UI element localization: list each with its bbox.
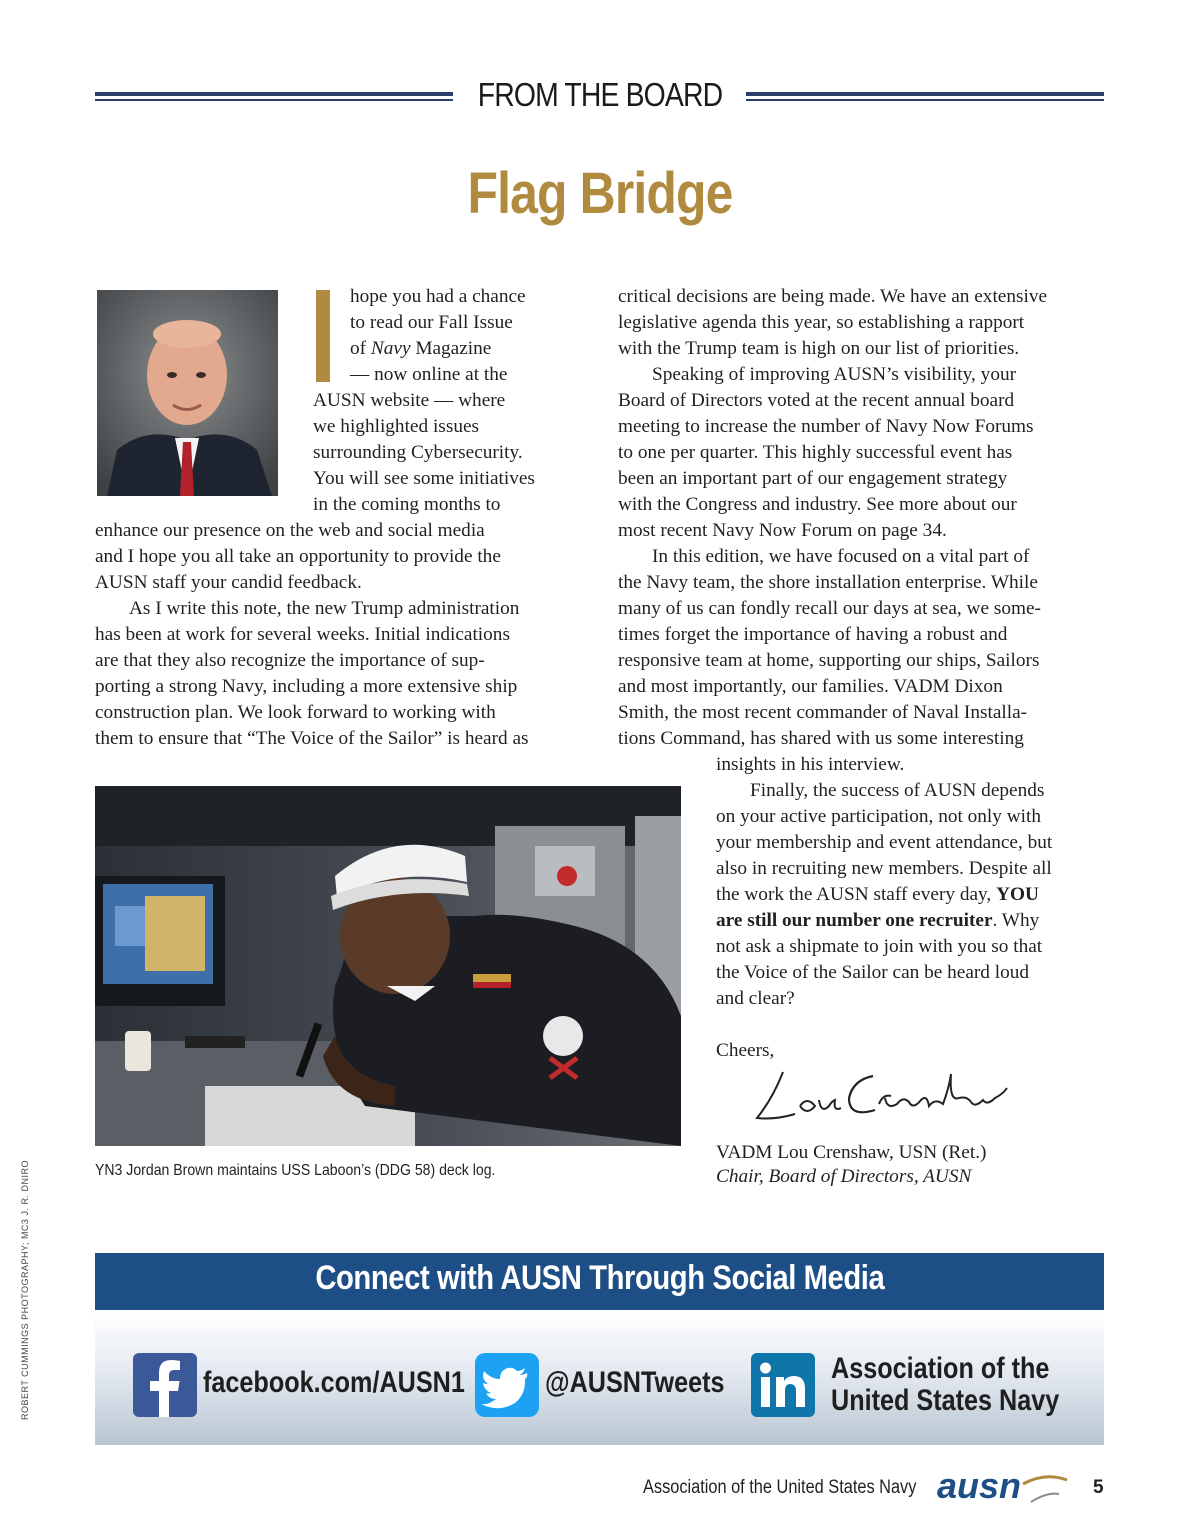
ausn-logo	[935, 1466, 1070, 1510]
text-line: surrounding Cybersecurity.	[313, 442, 523, 463]
text-line: are that they also recognize the importance of sup-	[95, 650, 485, 671]
text-line: them to ensure that “The Voice of the Sailor” is heard as	[95, 728, 529, 749]
text-line: most recent Navy Now Forum on page 34.	[618, 520, 947, 541]
text-fragment: . Why	[992, 910, 1040, 931]
portrait-illustration	[97, 290, 278, 496]
facebook-glyph	[133, 1353, 197, 1417]
text-line: AUSN staff your candid feedback.	[95, 572, 362, 593]
text-line-bold	[716, 908, 1039, 934]
emphasis: are still our number one recruiter	[716, 910, 993, 931]
footer-org-name: Association of the United States Navy	[643, 1477, 917, 1498]
page-number: 5	[1093, 1477, 1104, 1498]
sailor-photo	[95, 786, 681, 1146]
text-line: legislative agenda this year, so establishing a rapport	[618, 312, 1025, 333]
text-line: enhance our presence on the web and social media	[95, 520, 485, 541]
section-label: FROM THE BOARD	[477, 76, 723, 113]
photo-credit: ROBERT CUMMINGS PHOTOGRAPHY; MC3 J. R. DNIRO	[20, 1160, 30, 1420]
logo-wordmark: ausn	[937, 1466, 1022, 1506]
closing: Cheers,	[716, 1040, 775, 1061]
text-line: the Navy team, the shore installation enterprise. While	[618, 572, 1038, 593]
text-line: As I write this note, the new Trump administration	[129, 598, 520, 619]
signature-drawing	[745, 1058, 1015, 1138]
text-line-bold	[716, 882, 1039, 908]
social-banner-header	[95, 1253, 1104, 1310]
text-line: — now online at the	[350, 364, 508, 385]
text-line: with the Congress and industry. See more about our	[618, 494, 1017, 515]
signer-name: VADM Lou Crenshaw, USN (Ret.)	[716, 1142, 987, 1163]
text-line: the Voice of the Sailor can be heard loud	[716, 962, 1030, 983]
text-line: also in recruiting new members. Despite all	[716, 858, 1052, 879]
text-line: construction plan. We look forward to working with	[95, 702, 496, 723]
text-line: in the coming months to	[313, 494, 501, 515]
text-line: Finally, the success of AUSN depends	[750, 780, 1045, 801]
header-rule-right	[746, 92, 1104, 101]
text-line: been an important part of our engagement strategy	[618, 468, 1008, 489]
text-line: to one per quarter. This highly successful event has	[618, 442, 1013, 463]
photo-caption: YN3 Jordan Brown maintains USS Laboon’s (DDG 58) deck log.	[95, 1162, 496, 1179]
text-line: with the Trump team is high on our list of priorities.	[618, 338, 1020, 359]
linkedin-line-1[interactable]: Association of the	[831, 1352, 1050, 1385]
text-line: porting a strong Navy, including a more extensive ship	[95, 676, 518, 697]
text-fragment: Magazine	[410, 338, 492, 359]
drop-cap	[316, 290, 330, 382]
twitter-icon[interactable]	[475, 1353, 539, 1417]
facebook-link[interactable]: facebook.com/AUSN1	[203, 1366, 465, 1399]
twitter-glyph	[475, 1353, 539, 1417]
social-banner-heading-text: Connect with AUSN Through Social Media	[314, 1259, 885, 1297]
text-line: your membership and event attendance, but	[716, 832, 1053, 853]
linkedin-glyph	[751, 1353, 815, 1417]
text-line: has been at work for several weeks. Initial indications	[95, 624, 510, 645]
page-title	[0, 160, 1200, 227]
text-line: and I hope you all take an opportunity to provide the	[95, 546, 501, 567]
ausn-logo-mark	[935, 1466, 1070, 1510]
text-line: we highlighted issues	[313, 416, 480, 437]
facebook-icon[interactable]	[133, 1353, 197, 1417]
text-line: tions Command, has shared with us some interesting	[618, 728, 1024, 749]
text-line: and clear?	[716, 988, 795, 1009]
text-line-navy	[350, 336, 491, 362]
text-fragment: of	[350, 338, 371, 359]
text-fragment: the work the AUSN staff every day,	[716, 884, 997, 905]
twitter-handle[interactable]: @AUSNTweets	[545, 1366, 725, 1399]
linkedin-line-2[interactable]: United States Navy	[831, 1384, 1060, 1417]
text-line: Smith, the most recent commander of Naval Installa-	[618, 702, 1028, 723]
linkedin-icon[interactable]	[751, 1353, 815, 1417]
signature	[745, 1058, 1015, 1138]
text-line: hope you had a chance	[350, 286, 526, 307]
signer-role: Chair, Board of Directors, AUSN	[716, 1166, 972, 1187]
text-line: Board of Directors voted at the recent annual board	[618, 390, 1015, 411]
text-line: critical decisions are being made. We have an extensive	[618, 286, 1048, 307]
text-line: not ask a shipmate to join with you so that	[716, 936, 1043, 957]
magazine-name: Navy	[370, 338, 411, 359]
text-line: many of us can fondly recall our days at sea, we some-	[618, 598, 1041, 619]
author-portrait	[97, 290, 278, 496]
text-line: insights in his interview.	[716, 754, 905, 775]
page-title-text: Flag Bridge	[467, 161, 733, 226]
text-line: Speaking of improving AUSN’s visibility, your	[652, 364, 1017, 385]
text-line: responsive team at home, supporting our ships, Sailors	[618, 650, 1040, 671]
social-banner	[95, 1310, 1104, 1445]
sailor-photo-illustration	[95, 786, 681, 1146]
text-line: times forget the importance of having a robust and	[618, 624, 1008, 645]
text-line: You will see some initiatives	[313, 468, 535, 489]
text-line: AUSN website — where	[313, 390, 506, 411]
text-line: In this edition, we have focused on a vital part of	[652, 546, 1030, 567]
text-line: meeting to increase the number of Navy Now Forums	[618, 416, 1034, 437]
social-banner-heading	[95, 1259, 1104, 1298]
emphasis: YOU	[996, 884, 1039, 905]
text-line: and most importantly, our families. VADM Dixon	[618, 676, 1003, 697]
text-line: on your active participation, not only with	[716, 806, 1042, 827]
text-line: to read our Fall Issue	[350, 312, 513, 333]
header-rule-left	[95, 92, 453, 101]
